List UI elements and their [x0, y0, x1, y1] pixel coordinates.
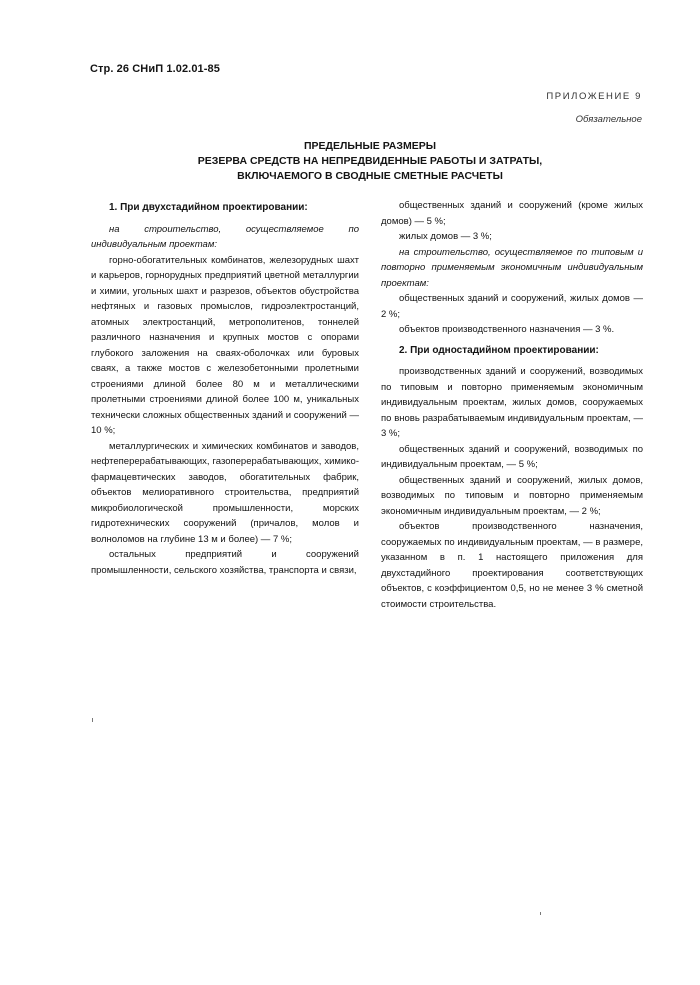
mandatory-label: Обязательное — [575, 114, 642, 125]
title-line-2: РЕЗЕРВА СРЕДСТВ НА НЕПРЕДВИДЕННЫЕ РАБОТЫ И ЗАТРАТЫ, — [197, 155, 543, 167]
appendix-label: ПРИЛОЖЕНИЕ 9 — [546, 91, 642, 102]
paragraph: остальных предприятий и сооружений промышленности, сельского хозяйства, транспорта и связи, — [91, 549, 359, 576]
right-column — [381, 198, 643, 612]
title-line-3: ВКЛЮЧАЕМОГО В СВОДНЫЕ СМЕТНЫЕ РАСЧЕТЫ — [237, 170, 503, 182]
page-header: Стр. 26 СНиП 1.02.01-85 — [90, 63, 220, 75]
paragraph: на строительство, осуществляемое по типовым и повторно применяемым экономичным индивидуальным проектам: — [381, 246, 643, 289]
left-column — [91, 200, 359, 578]
paragraph: общественных зданий и сооружений, жилых домов — 2 %; — [381, 293, 643, 320]
paragraph: производственных зданий и сооружений, возводимых по типовым и повторно применяемым экономичным индивидуальным проектам, жилых домов, сооружаемых по вновь разрабатываемым индивидуальным проектам, — 3 %; — [381, 366, 643, 439]
paragraph: объектов производственного назначения — 3 %. — [399, 324, 615, 335]
paragraph: жилых домов — 3 %; — [399, 231, 492, 242]
paragraph: общественных зданий и сооружений, возводимых по индивидуальным проектам, — 5 %; — [381, 443, 643, 470]
paragraph: общественных зданий и сооружений (кроме жилых домов) — 5 %; — [381, 200, 643, 227]
paragraph: металлургических и химических комбинатов и заводов, нефтеперерабатывающих, газоперерабатывающих, химико-фармацевтических заводов, обогатительных фабрик, объектов мелиоративного строительства, предприятий микробиологической промышленности, морских гидротехнических сооружений (причалов, молов и волноломов на глубине 13 м и более) — 7 %; — [91, 440, 359, 545]
paragraph: на строительство, осуществляемое по индивидуальным проектам: — [91, 223, 359, 250]
section-2-heading: 2. При одностадийном проектировании: — [399, 344, 599, 356]
title-line-1: ПРЕДЕЛЬНЫЕ РАЗМЕРЫ — [303, 140, 436, 152]
document-title — [120, 139, 620, 184]
scan-speck — [540, 912, 541, 915]
paragraph: объектов производственного назначения, сооружаемых по индивидуальным проектам, — в размере, указанном в п. 1 настоящего приложения для двухстадийного проектирования соответствующих объектов, с коэффициентом 0,5, но не менее 3 % сметной стоимости строительства. — [381, 521, 643, 610]
paragraph: горно-обогатительных комбинатов, железорудных шахт и карьеров, горнорудных предприятий цветной металлургии и химии, угольных шахт и разрезов, объектов обустройства нефтяных и газовых промыслов, гидроэлектростанций, атомных электростанций, метрополитенов, тоннелей различного назначения и крупных мостов с опорами глубокого заложения на сваях-оболочках или буровых сваях, а также мостов с железобетонными пролетными строениями длиной более 80 м и металлическими пролетными строениями длиной более 100 м, уникальных технически сложных общественных зданий и сооружений — 10 %; — [91, 254, 359, 436]
section-1-heading: 1. При двухстадийном проектировании: — [109, 202, 308, 213]
paragraph: общественных зданий и сооружений, жилых домов, возводимых по типовым и повторно применяемым экономичным индивидуальным проектам, — 2 %; — [381, 474, 643, 517]
scan-speck — [92, 718, 93, 722]
